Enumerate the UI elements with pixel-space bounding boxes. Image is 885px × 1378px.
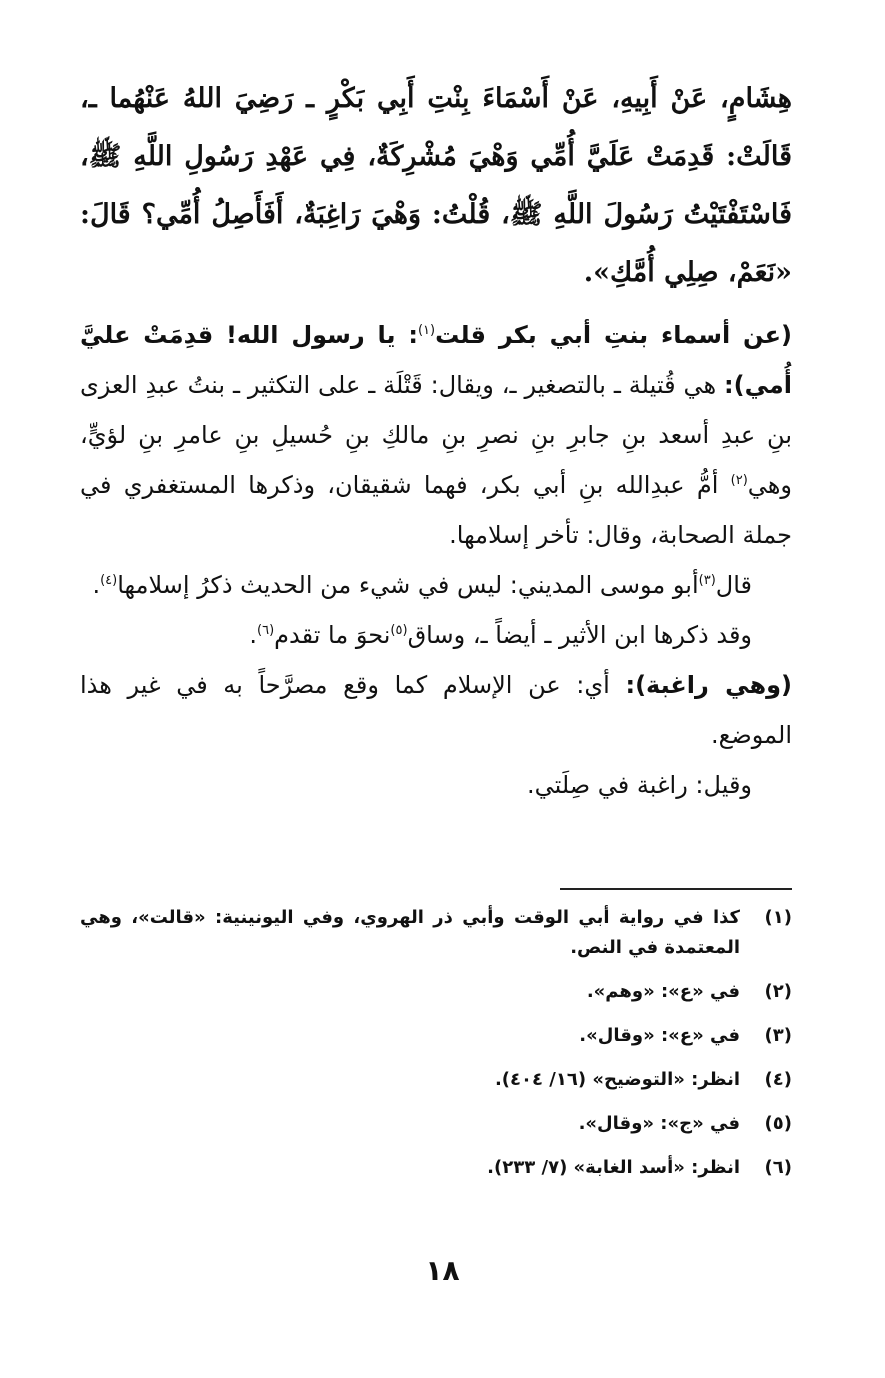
commentary-text-3c: . (249, 621, 257, 649)
commentary-text-4: أي: عن الإسلام كما وقع مصرَّحاً به في غير هذا الموضع. (80, 671, 792, 749)
footnote-separator (560, 888, 792, 890)
footnote-item (80, 1021, 792, 1051)
footnote-ref-3: (٣) (698, 573, 716, 588)
footnote-text: انظر: «أسد الغابة» (٧/ ٢٣٣). (487, 1157, 740, 1178)
footnote-item (80, 903, 792, 963)
footnote-text: في «ع»: «وهم». (586, 981, 740, 1002)
hadith-text: هِشَامٍ، عَنْ أَبِيهِ، عَنْ أَسْمَاءَ بِنْتِ أَبِي بَكْرٍ ـ رَضِيَ اللهُ عَنْهُما ـ، قَالَتْ: قَدِمَتْ عَلَيَّ أُمِّي وَهْيَ مُشْرِكَةٌ، فِي عَهْدِ رَسُولِ اللَّهِ ﷺ، فَاسْتَفْتَيْتُ رَسُولَ اللَّهِ ﷺ، قُلْتُ: وَهْيَ رَاغِبَةٌ، أَفَأَصِلُ أُمِّي؟ قَالَ: «نَعَمْ، صِلِي أُمَّكِ». (80, 83, 792, 288)
footnote-item (80, 1065, 792, 1095)
footnote-number: (٤) (764, 1069, 792, 1090)
commentary-text-1b: أمُّ عبدِالله بنِ أبي بكر، فهما شقيقان، وذكرها المستغفري في جملة الصحابة، وقال: تأخر إسلامها. (80, 471, 792, 549)
footnote-ref-2: (٢) (730, 473, 748, 488)
commentary-paragraph-1 (80, 310, 792, 560)
footnote-number: (٦) (764, 1157, 792, 1178)
page-number: ١٨ (425, 1254, 460, 1287)
footnote-number: (١) (764, 907, 792, 928)
commentary-paragraph-2 (80, 560, 792, 610)
footnote-number: (٣) (764, 1025, 792, 1046)
footnote-ref-6: (٦) (257, 623, 275, 638)
commentary-text-1a: هي قُتيلة ـ بالتصغير ـ، ويقال: قَتْلَة ـ على التكثير ـ بنتُ عبدِ العزى بنِ عبدِ أسعد بنِ جابرِ بنِ نصرِ بنِ مالكِ بنِ حُسيلِ بنِ عامرِ بنِ لؤيٍّ، وهي (80, 371, 793, 499)
footnote-item (80, 1109, 792, 1139)
footnote-text: انظر: «التوضيح» (١٦/ ٤٠٤). (494, 1069, 740, 1090)
footnote-item (80, 1153, 792, 1183)
footnote-text: كذا في رواية أبي الوقت وأبي ذر الهروي، وفي اليونينية: «قالت»، وهي المعتمدة في النص. (80, 907, 740, 958)
commentary-paragraph-5: وقيل: راغبة في صِلَتي. (526, 771, 752, 799)
footnote-number: (٢) (764, 981, 792, 1002)
footnote-ref-4: (٤) (100, 573, 118, 588)
commentary-text-2c: . (92, 571, 101, 599)
commentary-paragraph-4 (80, 660, 792, 760)
commentary-heading-1b: : يا رسول الله! قدِمَتْ عليَّ أُمي): (80, 321, 792, 399)
footnote-ref-5: (٥) (390, 623, 408, 638)
footnote-text: في «ع»: «وقال». (579, 1025, 740, 1046)
page-body (80, 70, 792, 810)
commentary-text-2a: قال (715, 571, 752, 599)
commentary-text-3a: وقد ذكرها ابن الأثير ـ أيضاً ـ، وساق (407, 621, 752, 649)
footnotes (80, 903, 792, 1197)
commentary-heading-1: (عن أسماء بنتِ أبي بكر قلت (435, 321, 792, 349)
commentary-heading-4: (وهي راغبة): (625, 671, 792, 699)
commentary-text-3b: نحوَ ما تقدم (274, 621, 391, 649)
footnote-number: (٥) (764, 1113, 792, 1134)
footnote-item (80, 977, 792, 1007)
commentary-paragraph-3 (80, 610, 792, 660)
commentary-text-2b: أبو موسى المديني: ليس في شيء من الحديث ذكرُ إسلامها (117, 571, 699, 599)
footnote-text: في «ج»: «وقال». (578, 1113, 740, 1134)
footnote-ref-1: (١) (417, 323, 436, 338)
